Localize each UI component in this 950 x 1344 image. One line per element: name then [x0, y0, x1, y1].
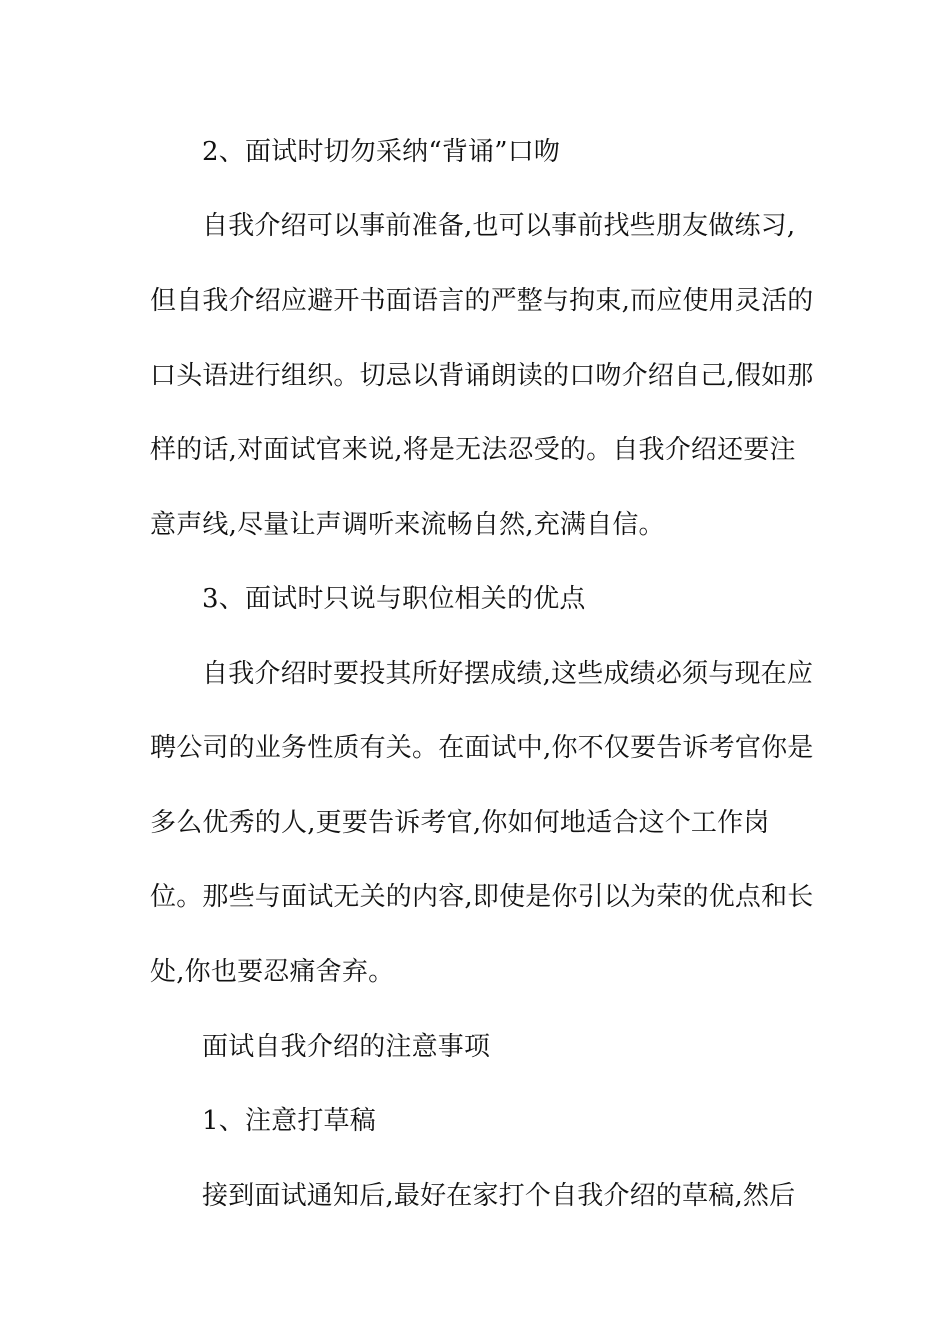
paragraph-line: 位。那些与面试无关的内容,即使是你引以为荣的优点和长	[150, 882, 814, 912]
paragraph-line: 但自我介绍应避开书面语言的严整与拘束,而应使用灵活的	[150, 286, 814, 316]
section-title: 面试自我介绍的注意事项	[202, 1032, 491, 1062]
paragraph-line: 接到面试通知后,最好在家打个自我介绍的草稿,然后	[202, 1181, 796, 1211]
paragraph-line: 意声线,尽量让声调听来流畅自然,充满自信。	[150, 510, 665, 540]
paragraph-line: 自我介绍可以事前准备,也可以事前找些朋友做练习,	[202, 211, 796, 241]
heading-no-recitation: 2、面试时切勿采纳“背诵”口吻	[202, 137, 561, 167]
paragraph-line: 口头语进行组织。切忌以背诵朗读的口吻介绍自己,假如那	[150, 361, 814, 391]
paragraph-line: 多么优秀的人,更要告诉考官,你如何地适合这个工作岗	[150, 808, 770, 838]
paragraph-line: 处,你也要忍痛舍弃。	[150, 957, 395, 987]
paragraph-line: 聘公司的业务性质有关。在面试中,你不仅要告诉考官你是	[150, 733, 814, 763]
heading-draft: 1、注意打草稿	[202, 1106, 376, 1136]
paragraph-line: 自我介绍时要投其所好摆成绩,这些成绩必须与现在应	[202, 659, 814, 689]
heading-relevant-strengths: 3、面试时只说与职位相关的优点	[202, 584, 586, 614]
paragraph-line: 样的话,对面试官来说,将是无法忍受的。自我介绍还要注	[150, 435, 796, 465]
